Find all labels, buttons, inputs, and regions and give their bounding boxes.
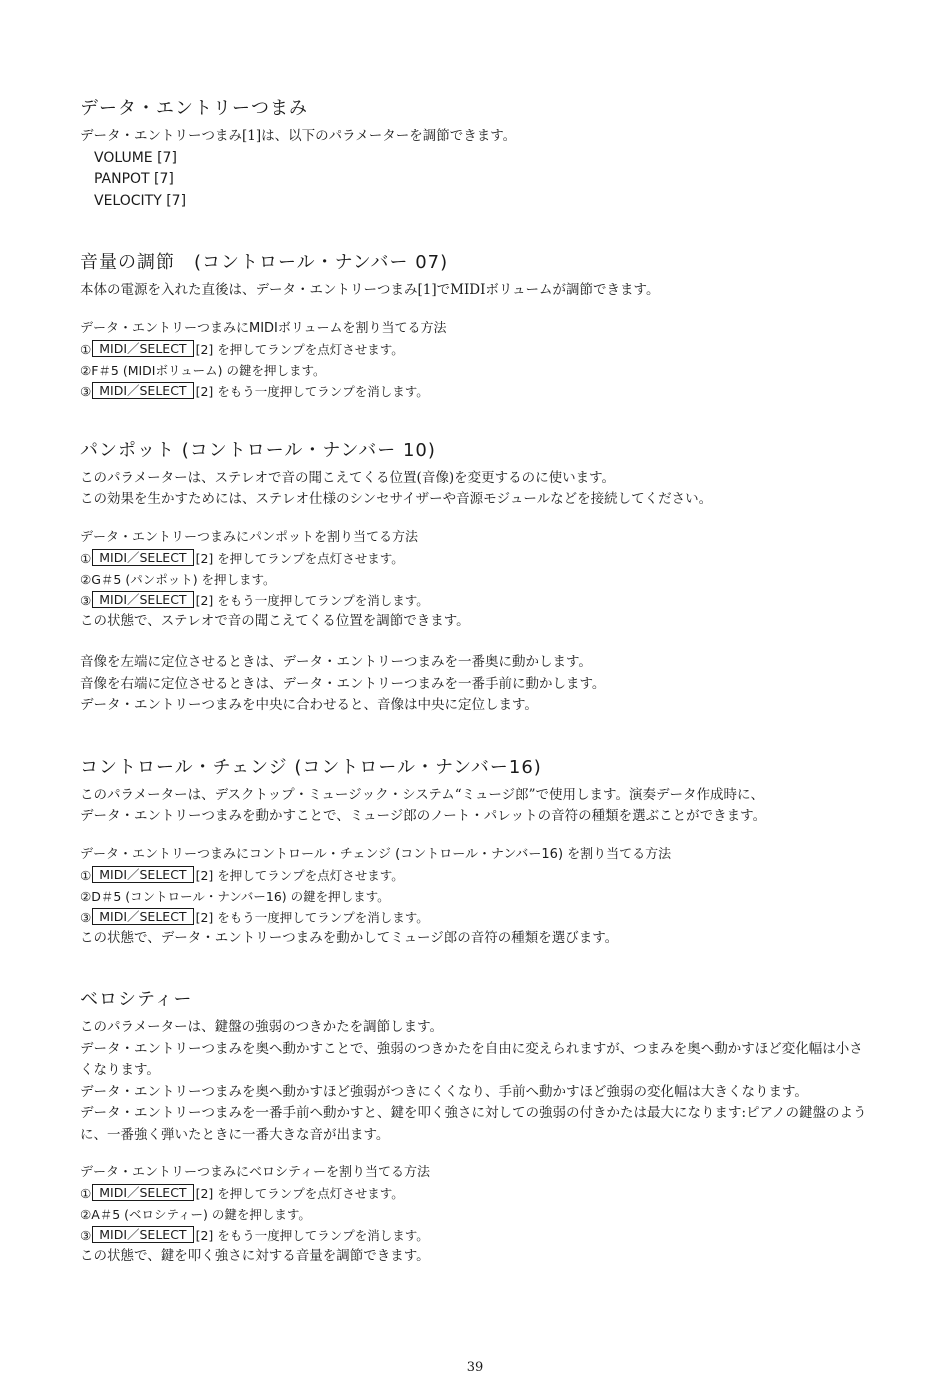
step-text: [2] を押してランプを点灯させます。 bbox=[195, 1186, 404, 1201]
step-1 bbox=[80, 865, 870, 886]
method-heading: データ・エントリーつまみにMIDIボリュームを割り当てる方法 bbox=[80, 320, 447, 336]
step-number: ① bbox=[80, 341, 92, 357]
step-number: ① bbox=[80, 867, 92, 883]
section-control-change bbox=[80, 755, 870, 950]
paragraph: 音像を右端に定位させるときは、データ・エントリーつまみを一番手前に動かします。 bbox=[80, 675, 606, 692]
midi-select-key: MIDI／SELECT bbox=[92, 382, 193, 399]
paragraph: データ・エントリーつまみを奥へ動かすことで、強弱のつきかたを自由に変えられますが、つまみを奥へ動かすほど変化幅は小さくなります。 bbox=[80, 1040, 863, 1078]
section-panpot bbox=[80, 438, 870, 717]
paragraph: この状態で、データ・エントリーつまみを動かしてミュージ郎の音符の種類を選びます。 bbox=[80, 929, 619, 946]
step-number: ③ bbox=[80, 909, 92, 925]
step-number: ① bbox=[80, 550, 92, 566]
paragraph: この状態で、ステレオで音の聞こえてくる位置を調節できます。 bbox=[80, 612, 470, 629]
paragraph: 音像を左端に定位させるときは、データ・エントリーつまみを一番奥に動かします。 bbox=[80, 654, 592, 670]
step-3 bbox=[80, 381, 870, 402]
paragraph: データ・エントリーつまみを一番手前へ動かすと、鍵を叩く強さに対しての強弱の付きかたは最大になります:ピアノの鍵盤のように、一番強く弾いたときに一番大きな音が出ます。 bbox=[80, 1105, 867, 1143]
midi-select-key: MIDI／SELECT bbox=[92, 866, 193, 883]
midi-select-key: MIDI／SELECT bbox=[92, 340, 193, 357]
paragraph: データ・エントリーつまみを中央に合わせると、音像は中央に定位します。 bbox=[80, 697, 538, 713]
section-title: データ・エントリーつまみ bbox=[80, 98, 308, 119]
step-1 bbox=[80, 1183, 870, 1204]
midi-select-key: MIDI／SELECT bbox=[92, 1184, 193, 1201]
step-number: ③ bbox=[80, 592, 92, 608]
midi-select-key: MIDI／SELECT bbox=[92, 549, 193, 566]
paragraph: データ・エントリーつまみ[1]は、以下のパラメーターを調節できます。 bbox=[80, 128, 517, 144]
paragraph: この効果を生かすためには、ステレオ仕様のシンセサイザーや音源モジュールなどを接続してください。 bbox=[80, 491, 713, 507]
method-heading: データ・エントリーつまみにコントロール・チェンジ (コントロール・ナンバー16) を割り当てる方法 bbox=[80, 846, 672, 862]
midi-select-key: MIDI／SELECT bbox=[92, 591, 193, 608]
midi-select-key: MIDI／SELECT bbox=[92, 1226, 193, 1243]
step-1 bbox=[80, 548, 870, 569]
step-number: ③ bbox=[80, 1228, 92, 1243]
paragraph: このパラメーターは、ステレオで音の聞こえてくる位置(音像)を変更するのに使います。 bbox=[80, 469, 616, 486]
paragraph: 本体の電源を入れた直後は、データ・エントリーつまみ[1]でMIDIボリュームが調節できます。 bbox=[80, 282, 660, 298]
step-number: ③ bbox=[80, 383, 92, 399]
paragraph: このパラメーターは、鍵盤の強弱のつきかたを調節します。 bbox=[80, 1019, 444, 1035]
step-text: [2] を押してランプを点灯させます。 bbox=[195, 867, 404, 883]
step-text: [2] をもう一度押してランプを消します。 bbox=[195, 383, 429, 399]
param-velocity: VELOCITY [7] bbox=[94, 192, 187, 209]
step-1 bbox=[80, 339, 870, 360]
step-text: [2] を押してランプを点灯させます。 bbox=[195, 550, 404, 566]
param-volume: VOLUME [7] bbox=[94, 149, 177, 166]
step-3 bbox=[80, 590, 870, 611]
step-2: ②A＃5 (ベロシティー) の鍵を押します。 bbox=[80, 1207, 311, 1222]
step-2: ②D＃5 (コントロール・ナンバー16) の鍵を押します。 bbox=[80, 888, 390, 904]
method-heading: データ・エントリーつまみにベロシティーを割り当てる方法 bbox=[80, 1165, 430, 1180]
section-title: ベロシティー bbox=[80, 989, 193, 1010]
paragraph: データ・エントリーつまみを奥へ動かすほど強弱がつきにくくなり、手前へ動かすほど強弱の変化幅は大きくなります。 bbox=[80, 1083, 808, 1100]
paragraph: データ・エントリーつまみを動かすことで、ミュージ郎のノート・パレットの音符の種類を選ぶことができます。 bbox=[80, 808, 767, 824]
section-data-entry bbox=[80, 96, 870, 212]
step-2: ②F＃5 (MIDIボリューム) の鍵を押します。 bbox=[80, 362, 326, 378]
manual-page bbox=[80, 96, 870, 1268]
param-panpot: PANPOT [7] bbox=[94, 171, 174, 187]
paragraph: このパラメーターは、デスクトップ・ミュージック・システム“ミュージ郎”で使用します。演奏データ作成時に、 bbox=[80, 786, 764, 803]
section-title: コントロール・チェンジ (コントロール・ナンバー16) bbox=[80, 756, 542, 778]
step-text: [2] をもう一度押してランプを消します。 bbox=[195, 592, 429, 608]
page-number: 39 bbox=[466, 1360, 484, 1375]
step-3 bbox=[80, 907, 870, 928]
section-volume bbox=[80, 250, 870, 402]
midi-select-key: MIDI／SELECT bbox=[92, 908, 193, 925]
paragraph: この状態で、鍵を叩く強さに対する音量を調節できます。 bbox=[80, 1248, 430, 1264]
section-title: 音量の調節 (コントロール・ナンバー 07) bbox=[80, 252, 449, 273]
step-2: ②G＃5 (パンポット) を押します。 bbox=[80, 571, 276, 587]
method-heading: データ・エントリーつまみにパンポットを割り当てる方法 bbox=[80, 529, 419, 545]
step-number: ① bbox=[80, 1186, 92, 1201]
step-text: [2] を押してランプを点灯させます。 bbox=[195, 341, 404, 357]
step-3 bbox=[80, 1225, 870, 1246]
section-title: パンポット (コントロール・ナンバー 10) bbox=[80, 439, 436, 461]
step-text: [2] をもう一度押してランプを消します。 bbox=[195, 909, 429, 925]
step-text: [2] をもう一度押してランプを消します。 bbox=[195, 1228, 429, 1243]
section-velocity bbox=[80, 987, 870, 1268]
